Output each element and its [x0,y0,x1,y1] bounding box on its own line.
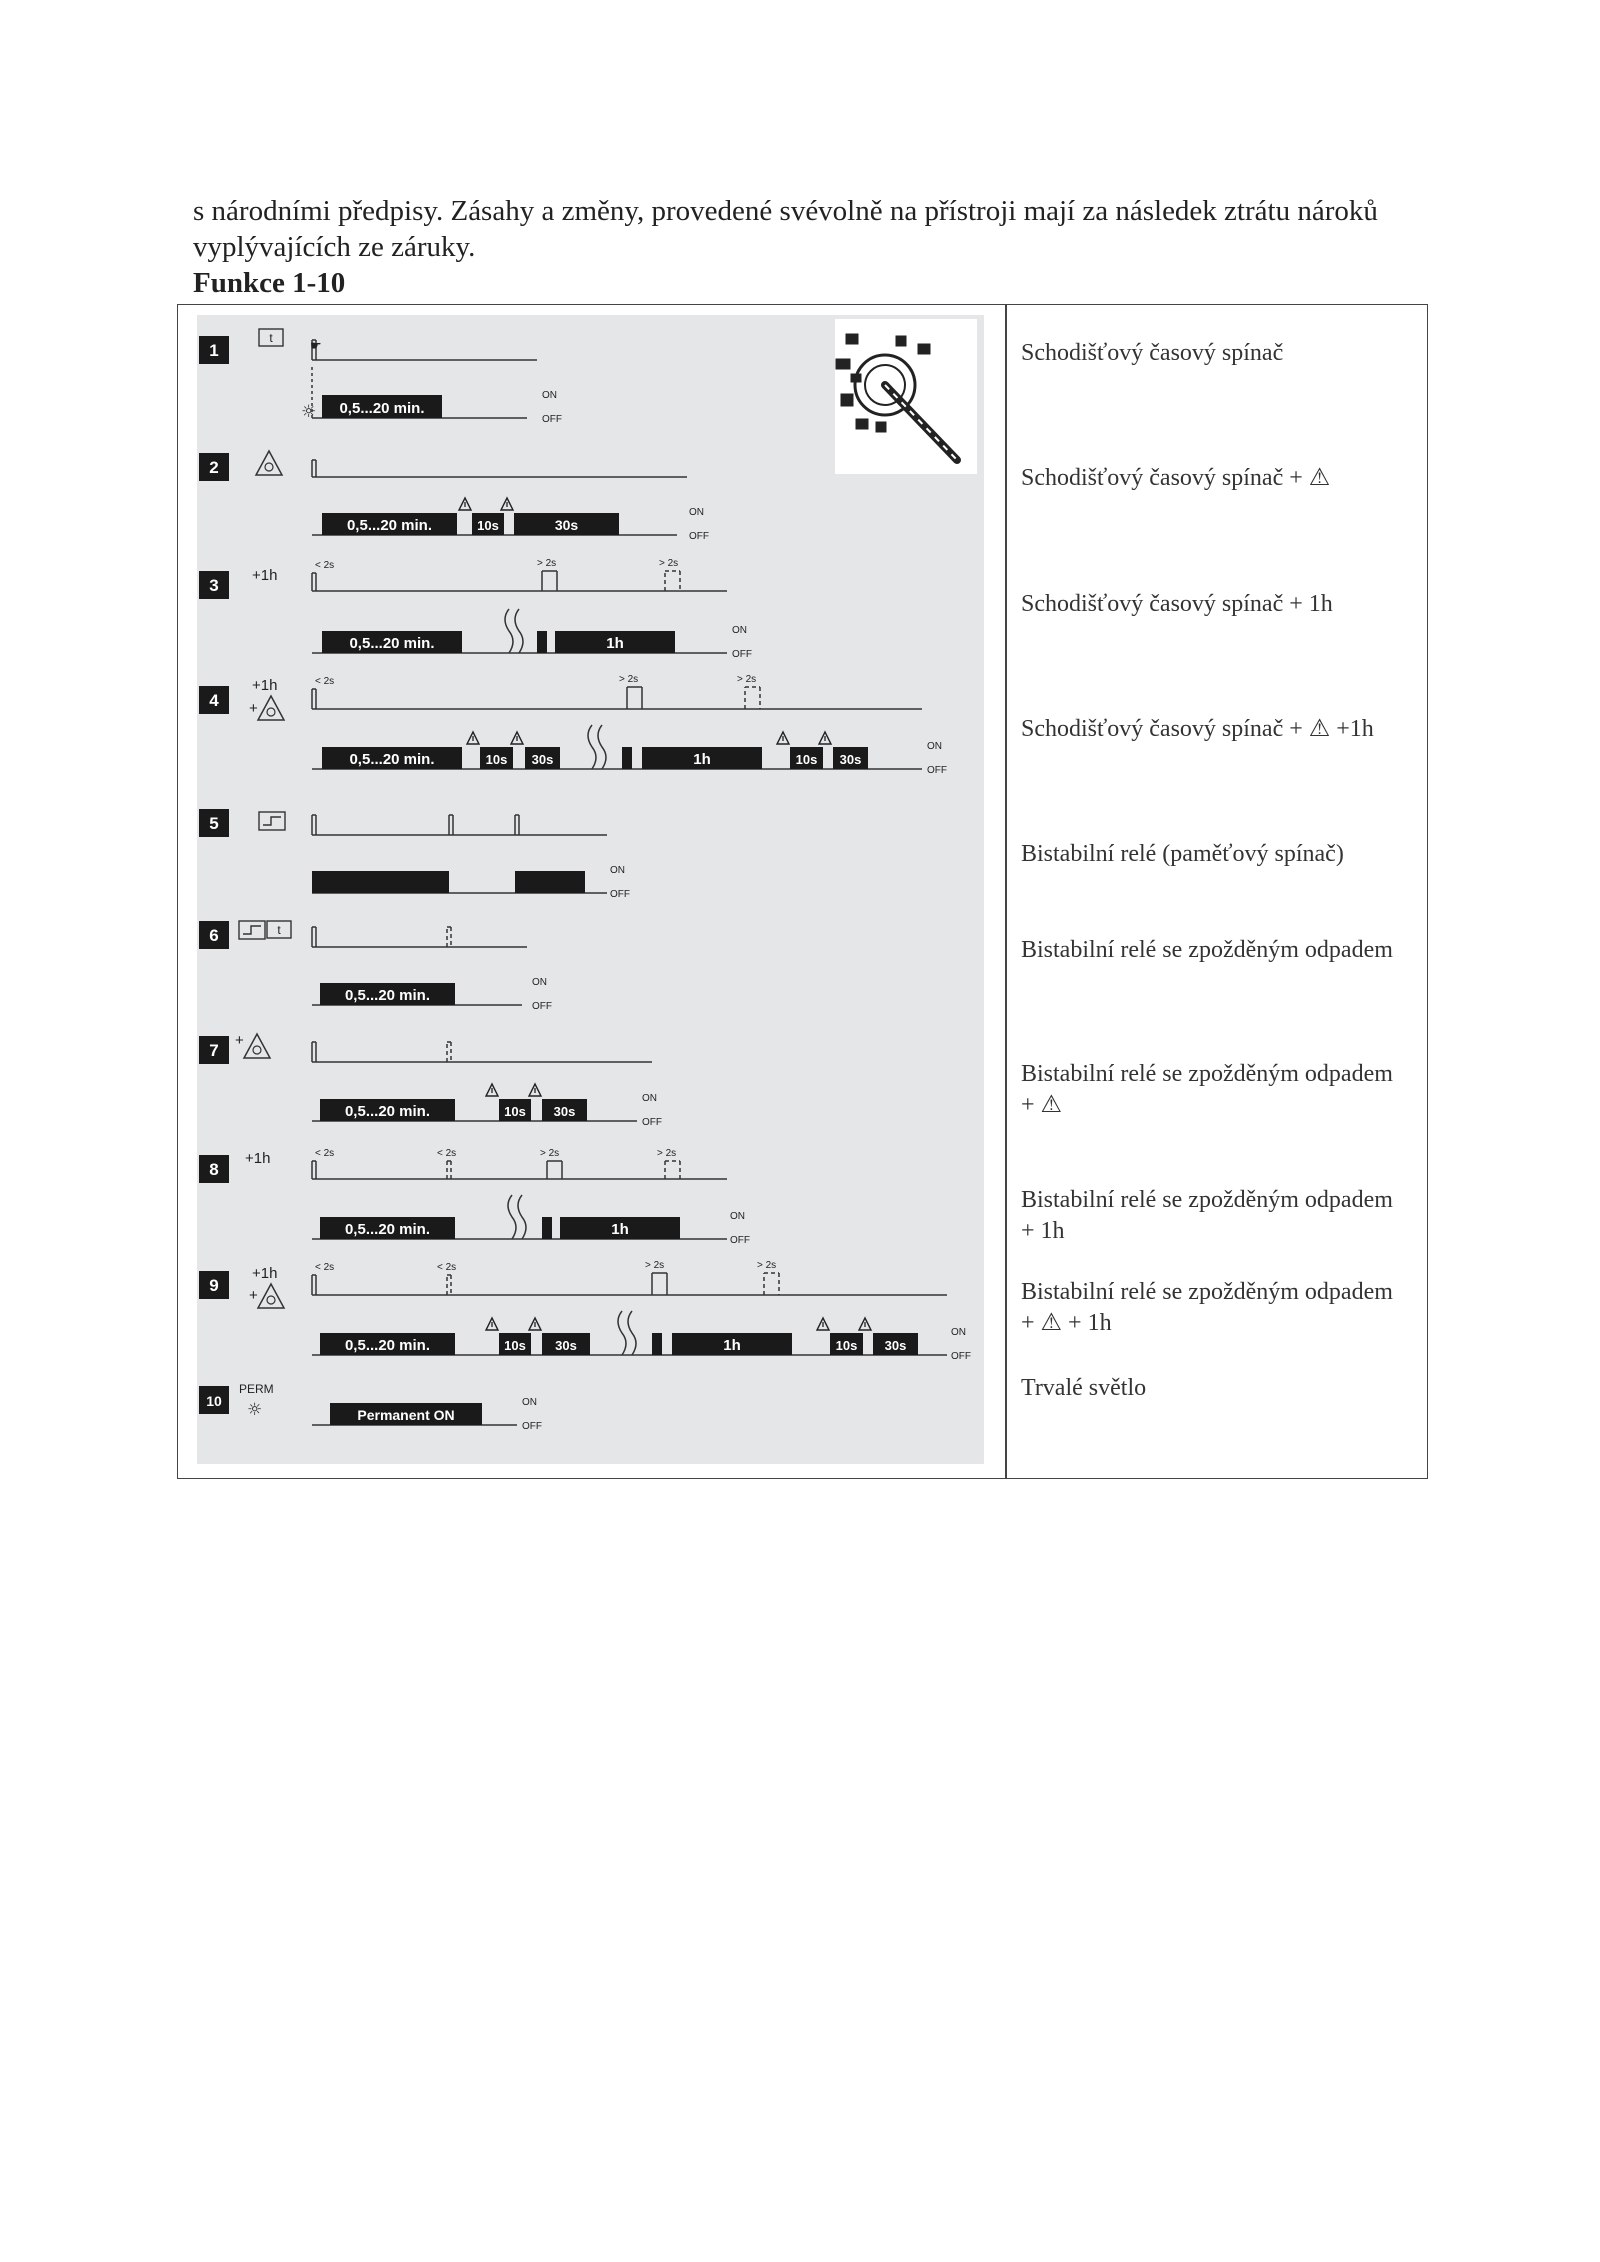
intro-paragraph: s národními předpisy. Zásahy a změny, provedené svévolně na přístroji mají za následek ztrátu nároků vyplývajících ze záruky. [193,195,1378,263]
pulse-label: < 2s [315,1262,335,1273]
prewarn-30s-bar-label: 30s [839,752,862,767]
pulse-label: > 2s [757,1260,777,1271]
on-label: ON [732,625,747,636]
function-desc-9: Bistabilní relé se zpožděným odpadem + ⚠ + 1h [1021,1279,1393,1336]
time-break [508,1195,516,1239]
warning-icon [511,732,523,744]
svg-text:+: + [235,1032,244,1049]
one-hour-bar-label: 1h [693,751,711,768]
off-label: OFF [730,1235,750,1246]
pulse-label: < 2s [315,560,335,571]
function-desc-4: Schodišťový časový spínač + ⚠ +1h [1021,716,1374,742]
function-badge-number: 7 [209,1041,219,1060]
one-hour-bar-label: 1h [723,1337,741,1354]
one-hour-bar-label: 1h [606,635,624,652]
off-label: OFF [532,1001,552,1012]
prewarn-10s-bar-label: 10s [835,1338,858,1353]
function-desc-8: Bistabilní relé se zpožděným odpadem + 1h [1021,1187,1393,1244]
prewarn-10s-bar-label: 10s [485,752,508,767]
time-break [618,1311,626,1355]
prewarn-10s-bar-label: 10s [795,752,818,767]
time-break [588,725,596,769]
svg-text:+: + [249,700,258,717]
warning-icon [859,1318,871,1330]
function-badge-number: 1 [209,341,219,360]
duration-bar-label: 0,5...20 min. [344,1337,431,1354]
off-label: OFF [642,1117,662,1128]
on-label: ON [951,1327,966,1338]
function-desc-6: Bistabilní relé se zpožděným odpadem [1021,937,1393,963]
on-label: ON [522,1397,537,1408]
duration-bar [542,1217,552,1239]
function-desc-5: Bistabilní relé (paměťový spínač) [1021,841,1344,867]
function-badge-number: 6 [209,926,219,945]
latched-on-bar [515,871,585,893]
prewarn-10s-bar-label: 10s [477,518,499,533]
pulse-label: > 2s [537,558,557,569]
off-label: OFF [927,765,947,776]
on-label: ON [532,977,547,988]
pulse-label: > 2s [619,674,639,685]
off-label: OFF [689,531,709,542]
off-label: OFF [732,649,752,660]
prewarn-30s-bar-label: 30s [554,517,579,533]
off-label: OFF [522,1421,542,1432]
one-hour-bar-label: 1h [611,1221,629,1238]
duration-bar-label: 0,5...20 min. [344,1221,431,1238]
latched-on-bar [312,871,449,893]
warning-icon [529,1084,541,1096]
pulse-label: > 2s [659,558,679,569]
function-badge-number: 3 [209,576,219,595]
function-badge-number: 9 [209,1276,219,1295]
duration-bar-label: 0,5...20 min. [346,517,433,534]
prewarn-30s-bar-label: 30s [884,1338,907,1353]
bistable-icon [259,812,285,830]
function-badge-number: 8 [209,1160,219,1179]
rotary-selector-image [835,319,977,474]
pulse-label: > 2s [657,1148,677,1159]
function-desc-7: Bistabilní relé se zpožděným odpadem + ⚠ [1021,1061,1393,1118]
function-badge-number: 10 [206,1393,222,1409]
plus-1h-label: +1h [252,567,278,584]
sun-icon: ☼ [247,1400,263,1420]
prewarn-30s-bar-label: 30s [555,1338,577,1353]
svg-text:+: + [249,1287,258,1304]
on-label: ON [927,741,942,752]
prewarn-30s-bar-label: 30s [553,1104,576,1119]
permanent-on-bar-label: Permanent ON [357,1407,455,1423]
on-label: ON [730,1211,745,1222]
section-heading: Funkce 1-10 [193,267,346,299]
warning-icon [467,732,479,744]
pulse-label: > 2s [645,1260,665,1271]
prewarn-10s-bar-label: 10s [504,1104,526,1119]
bistable-icon [239,921,265,939]
warning-icon [459,498,471,510]
function-badge-number: 2 [209,458,219,477]
warning-icon [817,1318,829,1330]
off-label: OFF [951,1351,971,1362]
timing-diagram-panel [197,315,984,1464]
pulse-label: < 2s [315,1148,335,1159]
functions-table [177,304,1428,1479]
on-label: ON [689,507,704,518]
svg-text:t: t [277,923,281,937]
on-label: ON [642,1093,657,1104]
plus-1h-label: +1h [245,1150,271,1167]
duration-bar-label: 0,5...20 min. [344,987,431,1004]
sun-icon: ☼ [301,402,317,422]
warning-icon [777,732,789,744]
warning-icon [486,1318,498,1330]
duration-bar [622,747,632,769]
duration-bar-label: 0,5...20 min. [339,400,425,417]
plus-1h-label: +1h [252,677,278,694]
warning-icon [501,498,513,510]
time-break [505,609,513,653]
duration-bar-label: 0,5...20 min. [344,1103,431,1120]
duration-bar-label: 0,5...20 min. [349,751,435,768]
prewarn-10s-bar-label: 10s [504,1338,526,1353]
function-desc-3: Schodišťový časový spínač + 1h [1021,591,1333,617]
duration-bar-label: 0,5...20 min. [349,635,435,652]
perm-label: PERM [239,1382,274,1396]
table-divider [1005,305,1007,1478]
on-label: ON [610,865,625,876]
warning-icon [819,732,831,744]
duration-bar [537,631,547,653]
warning-icon [486,1084,498,1096]
svg-text:t: t [269,331,273,345]
pulse-label: < 2s [437,1148,457,1159]
function-badge-number: 4 [209,691,219,710]
function-badge-number: 5 [209,814,219,833]
hand-icon: ☛ [310,338,322,353]
plus-1h-label: +1h [252,1265,278,1282]
pulse-label: < 2s [315,676,335,687]
warning-icon [529,1318,541,1330]
function-desc-10: Trvalé světlo [1021,1375,1147,1401]
function-desc-2: Schodišťový časový spínač + ⚠ [1021,465,1331,491]
pulse-label: > 2s [737,674,757,685]
pulse-label: > 2s [540,1148,560,1159]
on-label: ON [542,390,557,401]
off-label: OFF [610,889,630,900]
pulse-label: < 2s [437,1262,457,1273]
off-label: OFF [542,414,562,425]
duration-bar [652,1333,662,1355]
function-desc-1: Schodišťový časový spínač [1021,340,1284,366]
prewarn-30s-bar-label: 30s [531,752,554,767]
